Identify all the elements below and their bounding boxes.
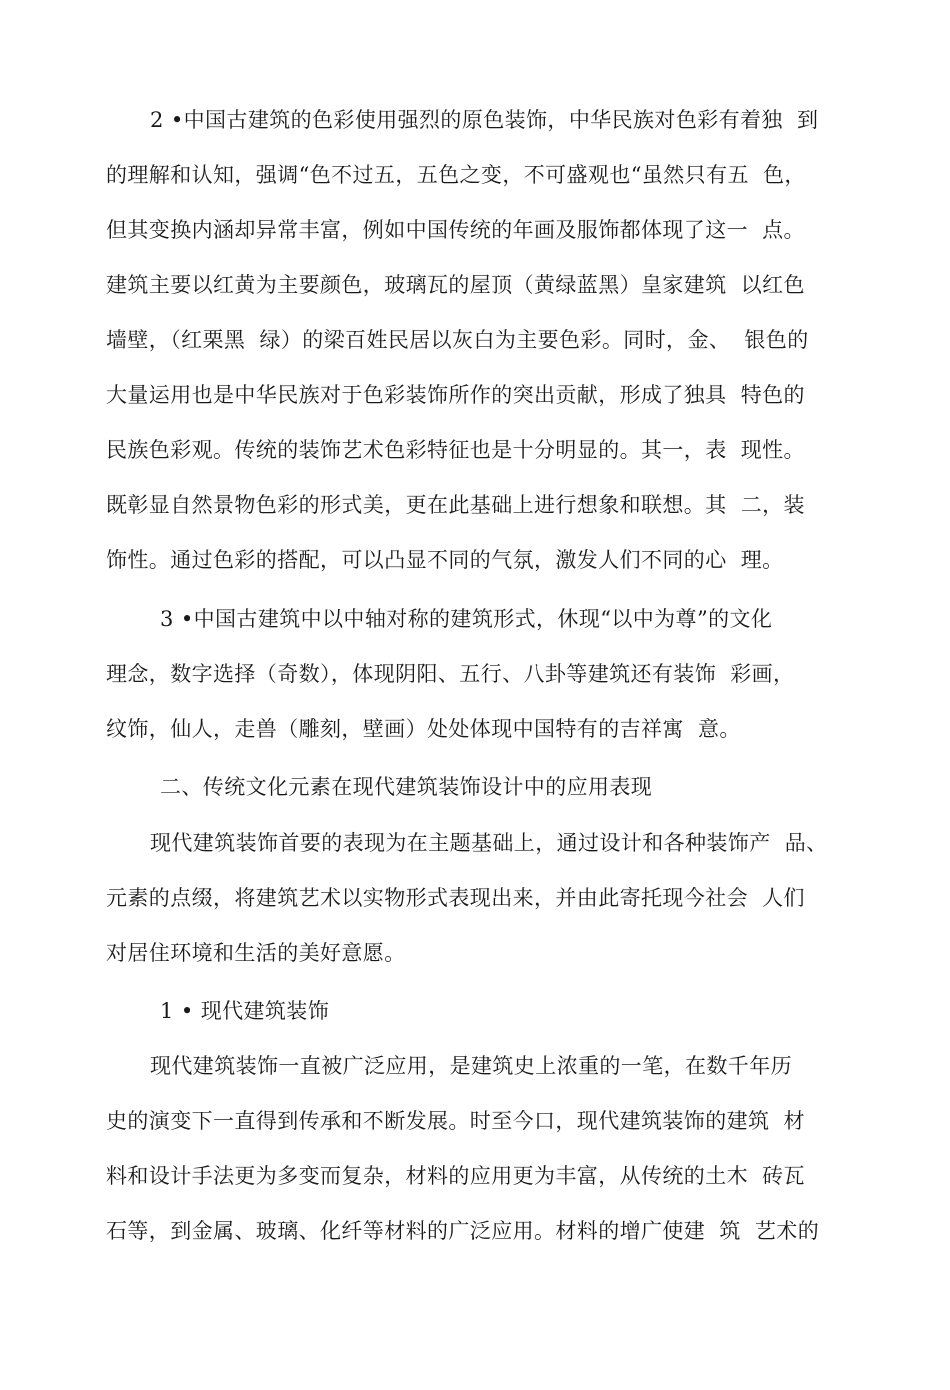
text-line: 纹饰，仙人，走兽（雕刻，壁画）处处体现中国特有的吉祥寓 意。 xyxy=(106,717,741,741)
text-line: 的理解和认知，强调“色不过五，五色之变，不可盛观也“虽然只有五 色， xyxy=(106,163,806,187)
text-line: 墙壁，（红栗黑 绿）的梁百姓民居以灰白为主要色彩。同时，金、 银色的 xyxy=(106,328,809,352)
text-line: 现代建筑装饰首要的表现为在主题基础上，通过设计和各种装饰产 品、 xyxy=(150,831,828,855)
text-line: 建筑主要以红黄为主要颜色，玻璃瓦的屋顶（黄绿蓝黑）皇家建筑 以红色 xyxy=(106,273,805,297)
text-line: 2 •中国古建筑的色彩使用强烈的原色装饰，中华民族对色彩有着独 到 xyxy=(150,108,819,132)
text-line: 对居住环境和生活的美好意愿。 xyxy=(106,941,406,965)
subsection-heading: 1 • 现代建筑装饰 xyxy=(160,999,330,1023)
text-line: 民族色彩观。传统的装饰艺术色彩特征也是十分明显的。其一，表 现性。 xyxy=(106,438,805,462)
text-line: 现代建筑装饰一直被广泛应用，是建筑史上浓重的一笔，在数千年历 xyxy=(150,1054,792,1078)
text-line: 元素的点缀，将建筑艺术以实物形式表现出来，并由此寄托现今社会 人们 xyxy=(106,886,805,910)
text-line: 但其变换内涵却异常丰富，例如中国传统的年画及服饰都体现了这一 点。 xyxy=(106,218,805,242)
text-line: 既彰显自然景物色彩的形式美，更在此基础上进行想象和联想。其 二，装 xyxy=(106,493,805,517)
text-line: 理念，数字选择（奇数），体现阴阳、五行、八卦等建筑还有装饰 彩画， xyxy=(106,662,795,686)
text-line: 饰性。通过色彩的搭配，可以凸显不同的气氛，激发人们不同的心 理。 xyxy=(106,548,784,572)
text-line: 大量运用也是中华民族对于色彩装饰所作的突出贡献，形成了独具 特色的 xyxy=(106,383,805,407)
text-line: 料和设计手法更为多变而复杂，材料的应用更为丰富，从传统的土木 砖瓦 xyxy=(106,1164,805,1188)
text-line: 史的演变下一直得到传承和不断发展。时至今口，现代建筑装饰的建筑 材 xyxy=(106,1109,805,1133)
section-heading: 二、传统文化元素在现代建筑装饰设计中的应用表现 xyxy=(160,775,653,799)
text-line: 3 •中国古建筑中以中轴对称的建筑形式，休现“以中为尊”的文化 xyxy=(160,607,773,631)
text-line: 石等，到金属、玻璃、化纤等材料的广泛应用。材料的增广使建 筑 艺术的 xyxy=(106,1219,820,1243)
